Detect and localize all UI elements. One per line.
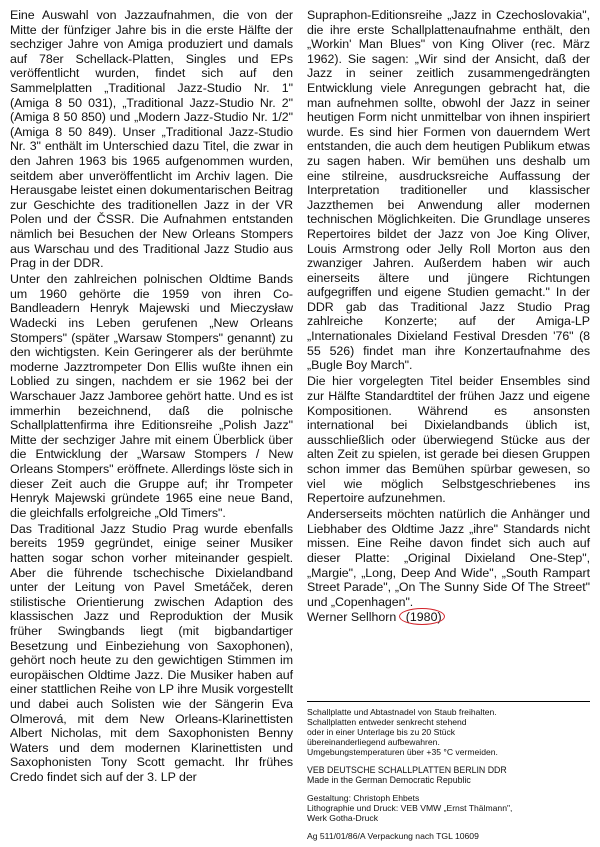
paragraph: Supraphon-Editionsreihe „Jazz in Czechoslovakia", die ihre erste Schallplattenaufnahme enthält, den „Workin' Man Blues" von King Oliver (rec. März 1962). Sie sagen: „Wir sind der Ansicht, daß der Jazz in seiner zeitlich zusammengedrängten Entwicklung viele Anregungen gebracht hat, die man aufnehmen sollte, obwohl der Jazz in seiner heutigen Form nicht unmittelbar von ihnen inspiriert wurde. Es sind hier Formen von dauerndem Wert entstanden, die auch dem heutigen Publikum etwas zu sagen haben. Wir bemühen uns deshalb um eine stilreine, ausdrucksreiche Auffassung der Interpretation traditioneller und klassischer Jazzthemen bei Anwendung aller modernen technischen Möglichkeiten. Die Grundlage unseres Repertoires bildet der Jazz von Joe King Oliver, Louis Armstrong oder Jelly Roll Morton aus den zwanziger Jahren. Außerdem haben wir auch einerseits ältere und jüngere Richtungen aufgegriffen und eigene Studien gemacht." In der DDR gab das Traditional Jazz Studio Prag zahlreiche Konzerte; auf der Amiga-LP „Internationales Dixieland Festival Dresden '76" (8 55 526) findet man ihre Konzertaufnahme des „Bugle Boy March". <box>307 8 590 373</box>
publisher-line: Made in the German Democratic Republic <box>307 775 471 786</box>
care-instructions <box>307 707 590 758</box>
credit-line: Gestaltung: Christoph Ehbets <box>307 792 420 803</box>
year-annotation: (1980) <box>400 610 448 625</box>
publisher-info <box>307 765 590 786</box>
left-text-column <box>10 8 293 841</box>
paragraph: Die hier vorgelegten Titel beider Ensembles sind zur Hälfte Standardtitel der frühen Jazz und eigene Kompositionen. Während es ansonsten international bei Dixielandbands üblich ist, ausschließlich oder überwiegend Stücke aus der alten Zeit zu spielen, ist gerade bei diesen Gruppen schon immer das Bemühen spürbar gewesen, so viel wie möglich Selbstgeschriebenes ins Repertoire aufzunehmen. <box>307 374 590 506</box>
two-column-layout <box>10 8 590 841</box>
production-credits <box>307 793 590 824</box>
publisher-line: VEB DEUTSCHE SCHALLPLATTEN BERLIN DDR <box>307 764 507 775</box>
credit-line: Werk Gotha-Druck <box>307 813 378 824</box>
author-signature <box>307 610 590 625</box>
care-line: Schallplatten entweder senkrecht stehend <box>307 716 467 727</box>
right-text-column <box>307 8 590 841</box>
catalog-code: Ag 511/01/86/A Verpackung nach TGL 10609 <box>307 830 479 841</box>
paragraph: Das Traditional Jazz Studio Prag wurde ebenfalls bereits 1959 gegründet, einige seiner Musiker hatten sogar schon vorher miteinander gespielt. Aber die führende tschechische Dixielandband unter der Leitung von Pavel Smetáček, deren stilistische Orientierung zwischen Adaption des klassischen Jazz und Reproduktion der Musik früher Swingbands liegt (mit bigbandartiger Besetzung und Einbeziehung von Saxophonen), gehört noch heute zu den gewichtigen Stimmen im europäischen Oldtime Jazz. Die Musiker haben auf einer stattlichen Reihe von LP ihre Musik vorgestellt und dabei auch Solisten wie der Sängerin Eva Olmerová, mit dem New Orleans-Klarinettisten Albert Nicholas, mit dem Saxophonisten Benny Waters und dem modernen Klarinettisten und Saxophonisten Tony Scott gemacht. Ihr frühes Credo findet sich auf der 3. LP der <box>10 521 293 784</box>
care-line: übereinanderliegend aufbewahren. <box>307 737 440 748</box>
care-line: Schallplatte und Abtastnadel von Staub freihalten. <box>307 706 497 717</box>
credit-line: Lithographie und Druck: VEB VMW „Ernst Thälmann", <box>307 803 513 814</box>
paragraph: Unter den zahlreichen polnischen Oldtime Bands um 1960 gehörte die 1959 von ihren Co-Bandleadern Henryk Majewski und Mieczysław Wadecki ins Leben gerufenen „New Orleans Stompers" (später „Warsaw Stompers" genannt) zu den wichtigsten. Kein Geringerer als der berühmte moderne Jazztrompeter Don Ellis wußte ihnen ein Loblied zu singen, nachdem er sie 1962 bei der Warschauer Jazz Jamboree gehört hatte. Und es ist immerhin bezeichnend, daß die polnische Schallplattenfirma ihre Editionsreihe „Polish Jazz" Mitte der sechziger Jahre mit einem Überblick über die Entwicklung der „Warsaw Stompers / New Orleans Stompers" eröffnete. Allerdings löste sich in dieser Zeit auch die Gruppe auf; ihr Trompeter Henryk Majewski gründete 1965 eine neue Band, die gleichfalls erfolgreiche „Old Timers". <box>10 272 293 520</box>
author-name: Werner Sellhorn <box>307 610 397 625</box>
footer-divider <box>307 701 590 702</box>
paragraph: Anderserseits möchten natürlich die Anhänger und Liebhaber des Oldtime Jazz „ihre" Standards nicht missen. Eine Reihe davon findet sich auch auf dieser Platte: „Original Dixieland One-Step", „Margie", „Long, Deep And Wide", „South Rampart Street Parade", „On The Sunny Side Of The Street" und „Copenhagen". <box>307 507 590 609</box>
care-line: Umgebungstemperaturen über +35 °C vermeiden. <box>307 747 498 758</box>
care-line: oder in einer Unterlage bis zu 20 Stück <box>307 727 456 738</box>
footer-block <box>307 695 590 841</box>
paragraph: Eine Auswahl von Jazzaufnahmen, die von der Mitte der fünfziger Jahre bis in die erste Hälfte der sechziger Jahre von Amiga produziert und damals auf 78er Schellack-Platten, Singles und EPs veröffentlicht wurden, findet sich auf den Sammelplatten „Traditional Jazz-Studio Nr. 1" (Amiga 8 50 031), „Traditional Jazz-Studio Nr. 2" (Amiga 8 50 850) und „Modern Jazz-Studio Nr. 1/2" (Amiga 8 50 849). Unser „Traditional Jazz-Studio Nr. 3" enthält im Unterschied dazu Titel, die zwar in den Jahren 1963 bis 1965 aufgenommen wurden, seitdem aber unveröffentlicht im Archiv lagen. Die Herausgabe leistet einen dokumentarischen Beitrag zur Geschichte des traditionellen Jazz in der VR Polen und der ČSSR. Die Aufnahmen entstanden nämlich bei Besuchen der New Orleans Stompers aus Warschau und des Traditional Jazz Studio aus Prag in der DDR. <box>10 8 293 271</box>
